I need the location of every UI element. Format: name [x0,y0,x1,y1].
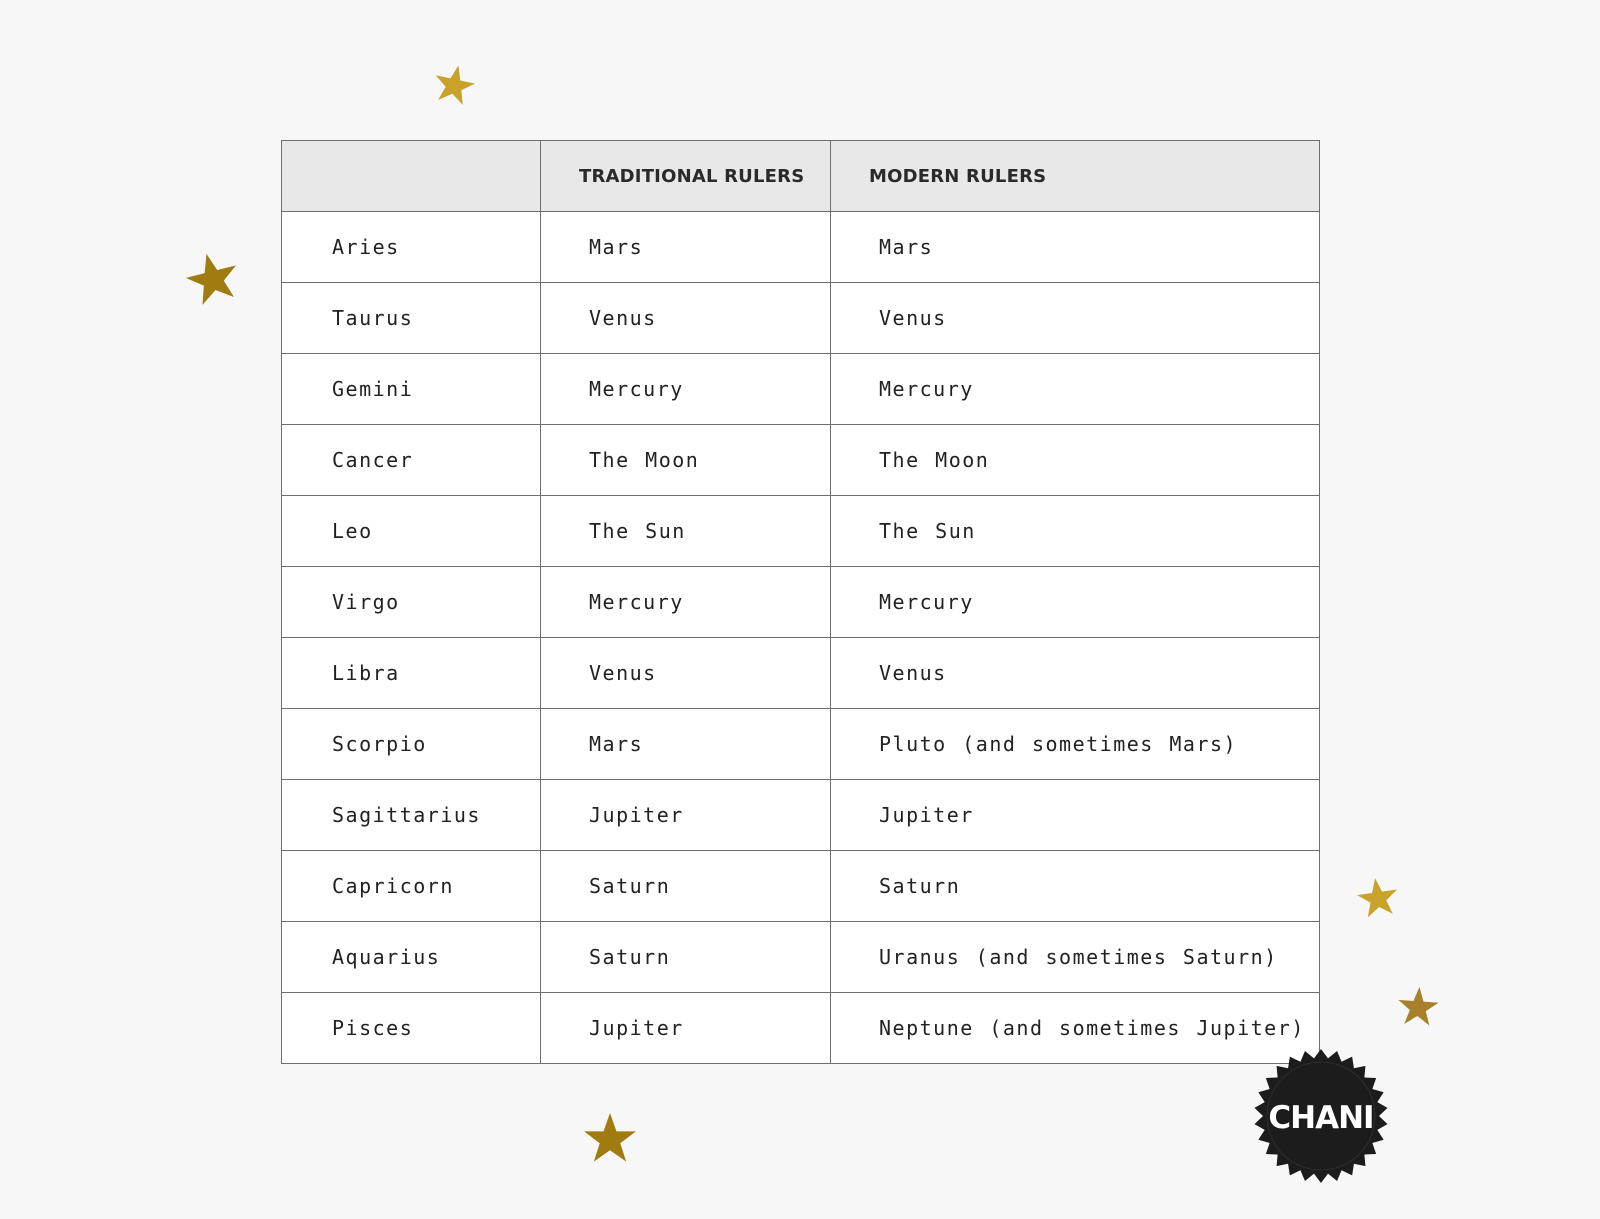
table-row [282,283,1320,354]
traditional-ruler-cell: Saturn [541,851,831,922]
chani-logo-text: CHANI [1268,1100,1374,1136]
sign-cell: Cancer [282,425,541,496]
traditional-ruler-cell: The Moon [541,425,831,496]
five-point-star-icon [186,253,240,307]
header-row [282,141,1320,212]
modern-ruler-cell: The Moon [831,425,1320,496]
header-traditional-rulers: TRADITIONAL RULERS [541,141,831,212]
sign-cell: Libra [282,638,541,709]
table-row [282,496,1320,567]
traditional-ruler-cell: Mars [541,212,831,283]
modern-ruler-cell: Neptune (and sometimes Jupiter) [831,993,1320,1064]
starburst-seal-icon [1253,1048,1389,1184]
modern-ruler-cell: Venus [831,638,1320,709]
rulers-table [281,140,1320,1064]
traditional-ruler-cell: Saturn [541,922,831,993]
table-row [282,993,1320,1064]
table-body [282,212,1320,1064]
modern-ruler-cell: Mercury [831,354,1320,425]
modern-ruler-cell: Jupiter [831,780,1320,851]
modern-ruler-cell: Pluto (and sometimes Mars) [831,709,1320,780]
table-row [282,212,1320,283]
sign-cell: Aquarius [282,922,541,993]
header-modern-rulers: MODERN RULERS [831,141,1320,212]
table-header [282,141,1320,212]
table-row [282,354,1320,425]
star-shape [584,1113,636,1162]
five-point-star-icon [433,65,475,107]
table-row [282,638,1320,709]
star-shape [433,65,475,107]
table-row [282,922,1320,993]
rulers-table-container [281,140,1319,1064]
header-sign [282,141,541,212]
traditional-ruler-cell: Mars [541,709,831,780]
sign-cell: Sagittarius [282,780,541,851]
five-point-star-icon [1357,878,1399,920]
modern-ruler-cell: Venus [831,283,1320,354]
traditional-ruler-cell: Mercury [541,567,831,638]
traditional-ruler-cell: Venus [541,638,831,709]
modern-ruler-cell: Mars [831,212,1320,283]
table-row [282,567,1320,638]
sign-cell: Scorpio [282,709,541,780]
modern-ruler-cell: The Sun [831,496,1320,567]
traditional-ruler-cell: The Sun [541,496,831,567]
table-row [282,425,1320,496]
table-row [282,709,1320,780]
sign-cell: Gemini [282,354,541,425]
traditional-ruler-cell: Jupiter [541,780,831,851]
modern-ruler-cell: Mercury [831,567,1320,638]
five-point-star-icon [1397,987,1439,1029]
sign-cell: Capricorn [282,851,541,922]
traditional-ruler-cell: Mercury [541,354,831,425]
sign-cell: Pisces [282,993,541,1064]
star-shape [186,253,240,307]
table-row [282,851,1320,922]
star-shape [1397,987,1439,1026]
traditional-ruler-cell: Jupiter [541,993,831,1064]
sign-cell: Aries [282,212,541,283]
star-shape [1357,878,1399,918]
table-row [282,780,1320,851]
modern-ruler-cell: Uranus (and sometimes Saturn) [831,922,1320,993]
sign-cell: Leo [282,496,541,567]
sign-cell: Taurus [282,283,541,354]
sign-cell: Virgo [282,567,541,638]
five-point-star-icon [583,1113,637,1167]
modern-ruler-cell: Saturn [831,851,1320,922]
traditional-ruler-cell: Venus [541,283,831,354]
